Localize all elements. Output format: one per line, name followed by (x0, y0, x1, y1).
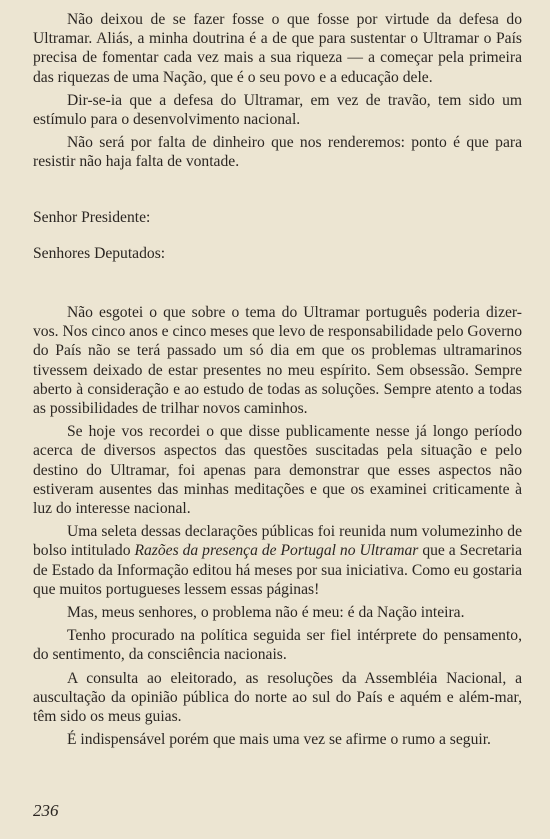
paragraph-7: Mas, meus senhores, o problema não é meu: é da Nação inteira. (67, 604, 465, 622)
paragraph-2: Dir-se-ia que a defesa do Ultramar, em vez de travão, tem sido um estímulo para o desenvolvimento nacional. (33, 91, 522, 129)
paragraph-6-text-after: que a Secretaria de Estado da Informação editou há meses por sua iniciativa. Como eu gostaria que muitos portugueses lessem essas páginas! (33, 542, 523, 598)
paragraph-4: Não esgotei o que sobre o tema do Ultramar português poderia dizer-vos. Nos cinco anos e cinco meses que levo de responsabilidade pelo Governo do País não se terá passado um só dia em que os problemas ultramarinos tivessem deixado de estar presentes no meu espírito. Sem obsessão. Sempre aberto à consideração e ao estudo de todas as soluções. Sempre atento a todas as possibilidades de trilhar novos caminhos. (33, 304, 522, 418)
page-number: 236 (33, 801, 59, 820)
paragraph-3: Não será por falta de dinheiro que nos renderemos: ponto é que para resistir não haja falta de vontade. (33, 134, 522, 171)
book-title: Razões da presença de Portugal no Ultramar (134, 542, 419, 560)
paragraph-6-text-before: Uma seleta dessas declarações públicas foi reunida num volumezinho de bolso intitulado (33, 523, 522, 560)
salutation-deputies: Senhores Deputados: (33, 244, 166, 262)
paragraph-5: Se hoje vos recordei o que disse publicamente nesse já longo período acerca de diversos aspectos das questões suscitadas pela situação e pelo destino do Ultramar, foi apenas para demonstrar que esses aspectos não estiveram ausentes das minhas meditações e que os examinei criticamente à luz do interesse nacional. (33, 423, 522, 518)
salutation-president: Senhor Presidente: (33, 208, 151, 226)
paragraph-10: É indispensável porém que mais uma vez se afirme o rumo a seguir. (67, 731, 491, 749)
paragraph-1: Não deixou de se fazer fosse o que fosse por virtude da defesa do Ultramar. Aliás, a minha doutrina é a de que para sustentar o Ultramar o País precisa de fomentar cada vez mais a sua riqueza — a começar pela primeira das riquezas de uma Nação, que é o seu povo e a educação dele. (33, 11, 522, 86)
paragraph-9: A consulta ao eleitorado, as resoluções da Assembléia Nacional, a auscultação da opinião pública do norte ao sul do País e aquém e além-mar, têm sido os meus guias. (33, 669, 522, 726)
paragraph-8: Tenho procurado na política seguida ser fiel intérprete do pensamento, do sentimento, da consciência nacionais. (33, 627, 522, 664)
paragraph-6 (33, 522, 522, 599)
